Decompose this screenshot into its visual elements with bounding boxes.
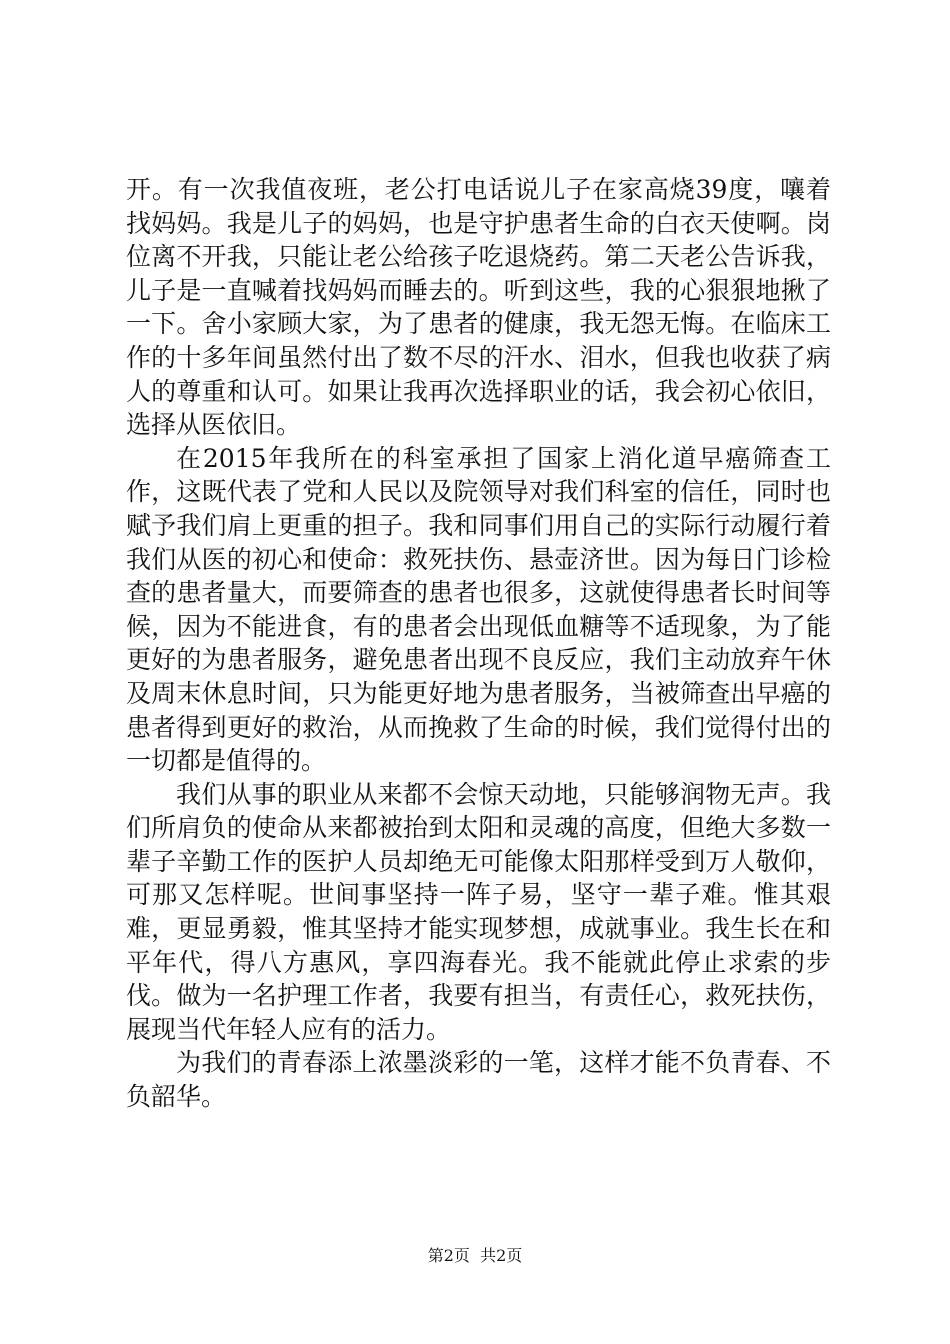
paragraph-2: 在2015年我所在的科室承担了国家上消化道早癌筛查工作，这既代表了党和人民以及院领导对我们科室的信任，同时也赋予我们肩上更重的担子。我和同事们用自己的实际行动履行着我们从医的初心和使命：救死扶伤、悬壶济世。因为每日门诊检查的患者量大，而要筛查的患者也很多，这就使得患者长时间等候，因为不能进食，有的患者会出现低血糖等不适现象，为了能更好的为患者服务，避免患者出现不良反应，我们主动放弃午休及周末休息时间，只为能更好地为患者服务，当被筛查出早癌的患者得到更好的救治，从而挽救了生命的时候，我们觉得付出的一切都是值得的。 — [126, 443, 831, 776]
paragraph-1: 开。有一次我值夜班，老公打电话说儿子在家高烧39度，嚷着找妈妈。我是儿子的妈妈，也是守护患者生命的白衣天使啊。岗位离不开我，只能让老公给孩子吃退烧药。第二天老公告诉我，儿子是一直喊着找妈妈而睡去的。听到这些，我的心狠狠地揪了一下。舍小家顾大家，为了患者的健康，我无怨无悔。在临床工作的十多年间虽然付出了数不尽的汗水、泪水，但我也收获了病人的尊重和认可。如果让我再次选择职业的话，我会初心依旧，选择从医依旧。 — [126, 175, 831, 440]
page-footer: 第2页 共2页 — [427, 1246, 523, 1265]
body-text — [126, 173, 831, 1114]
paragraph-4: 为我们的青春添上浓墨淡彩的一笔，这样才能不负青春、不负韶华。 — [126, 1048, 831, 1112]
paragraph-3: 我们从事的职业从来都不会惊天动地，只能够润物无声。我们所肩负的使命从来都被抬到太阳和灵魂的高度，但绝大多数一辈子辛勤工作的医护人员却绝无可能像太阳那样受到万人敬仰，可那又怎样呢。世间事坚持一阵子易，坚守一辈子难。惟其艰难，更显勇毅，惟其坚持才能实现梦想，成就事业。我生长在和平年代，得八方惠风，享四海春光。我不能就此停止求索的步伐。做为一名护理工作者，我要有担当，有责任心，救死扶伤，展现当代年轻人应有的活力。 — [126, 779, 831, 1044]
